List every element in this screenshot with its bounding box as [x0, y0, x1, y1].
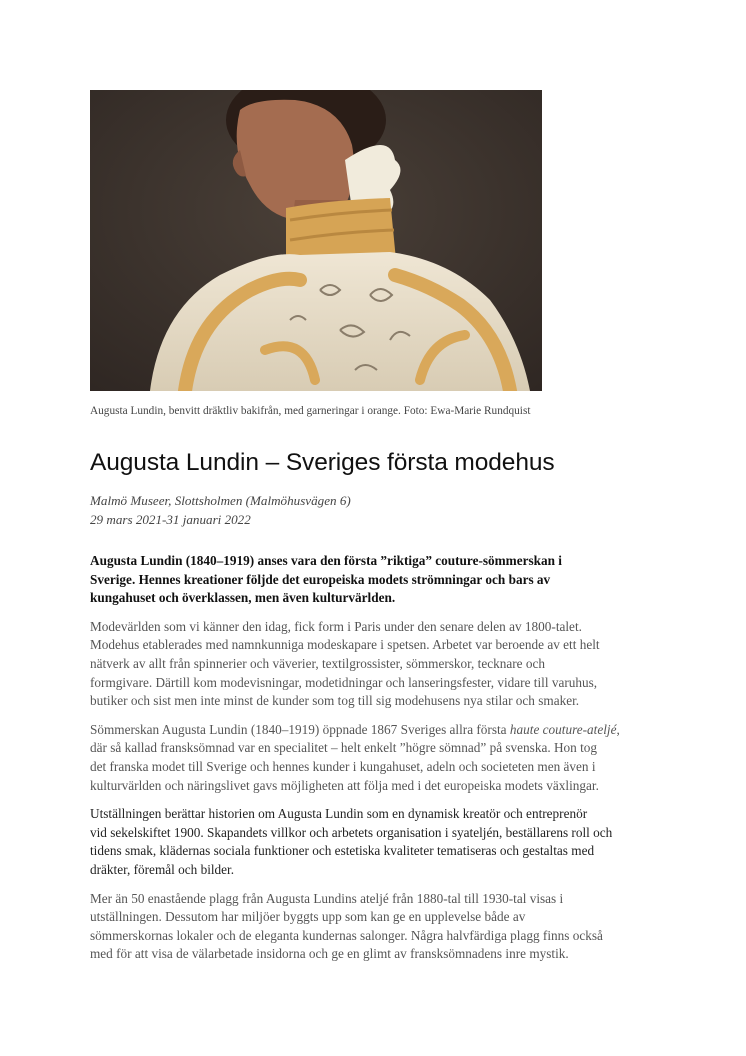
italic-term: haute couture-ateljé — [509, 721, 617, 737]
text-line: nätverk av allt från spinnerier och väverier, textilgrossister, sömmerskor, tecknare och — [90, 655, 545, 671]
text-line: Utställningen berättar historien om Augusta Lundin som en dynamisk kreatör och entreprenör — [90, 806, 588, 822]
lead-line: Sverige. Hennes kreationer följde det europeiska modets strömningar och bars av — [90, 571, 551, 587]
paragraph-3 — [90, 805, 660, 879]
text-line: Modevärlden som vi känner den idag, fick form i Paris under den senare delen av 1800-talet. — [90, 618, 582, 634]
text-line: vid sekelskiftet 1900. Skapandets villkor och arbetets organisation i syateljén, beställarens roll och — [90, 824, 613, 840]
text-line: det franska modet till Sverige och hennes kunder i kungahuset, adeln och societeten men även i — [90, 758, 596, 774]
text-line: sömmerskornas lokaler och de eleganta kundernas salonger. Några halvfärdiga plagg finns också — [90, 927, 603, 943]
lead-line: Augusta Lundin (1840–1919) anses vara den första ”riktiga” couture-sömmerskan i — [90, 553, 562, 568]
dress-back-image — [90, 90, 542, 391]
text-fragment: , — [616, 721, 620, 737]
text-line: formgivare. Därtill kom modevisningar, modetidningar och lanseringsfester, vidare till varuhus, — [90, 674, 598, 690]
text-line: Mer än 50 enastående plagg från Augusta Lundins ateljé från 1880-tal till 1930-tal visas i — [90, 890, 564, 906]
text-line: utställningen. Dessutom har miljöer byggts upp som kan ge en upplevelse både av — [90, 909, 526, 925]
exhibition-photo — [90, 90, 542, 391]
exhibition-info — [90, 491, 351, 529]
page-title: Augusta Lundin – Sveriges första modehus — [90, 449, 555, 476]
text-line: där så kallad fransksömnad var en specialitet – helt enkelt ”högre sömnad” på svenska. Hon tog — [90, 740, 598, 756]
text-line: butiker och sist men inte minst de kunder som tog till sig modehusens nya stilar och smaker. — [90, 693, 580, 709]
article-body — [90, 552, 660, 974]
text-line: kulturvärlden och näringslivet gavs möjligheten att följa med i det europeiska modets växlingar. — [90, 777, 599, 793]
paragraph-4 — [90, 890, 660, 964]
lead-line: kungahuset och överklassen, men även kulturvärlden. — [90, 590, 396, 606]
text-line: Modehus etablerades med namnkunniga modeskapare i spetsen. Arbetet var beroende av ett helt — [90, 637, 600, 653]
text-line: Sömmerskan Augusta Lundin (1840–1919) öppnade 1867 Sveriges allra första — [90, 721, 510, 737]
lead-paragraph — [90, 552, 660, 608]
venue: Malmö Museer, Slottsholmen (Malmöhusvägen 6) — [90, 493, 351, 508]
text-line: tidens smak, klädernas sociala funktioner och estetiska kvaliteter tematiseras och gestaltas med — [90, 843, 595, 859]
text-line: med för att visa de välarbetade insidorna och ge en glimt av fransksömnadens inre mystik. — [90, 946, 569, 962]
paragraph-2 — [90, 721, 660, 795]
photo-caption: Augusta Lundin, benvitt dräktliv bakifrån, med garneringar i orange. Foto: Ewa-Marie Rundquist — [90, 405, 531, 417]
text-line: dräkter, föremål och bilder. — [90, 861, 235, 877]
paragraph-1 — [90, 618, 660, 711]
dates: 29 mars 2021-31 januari 2022 — [90, 512, 251, 527]
